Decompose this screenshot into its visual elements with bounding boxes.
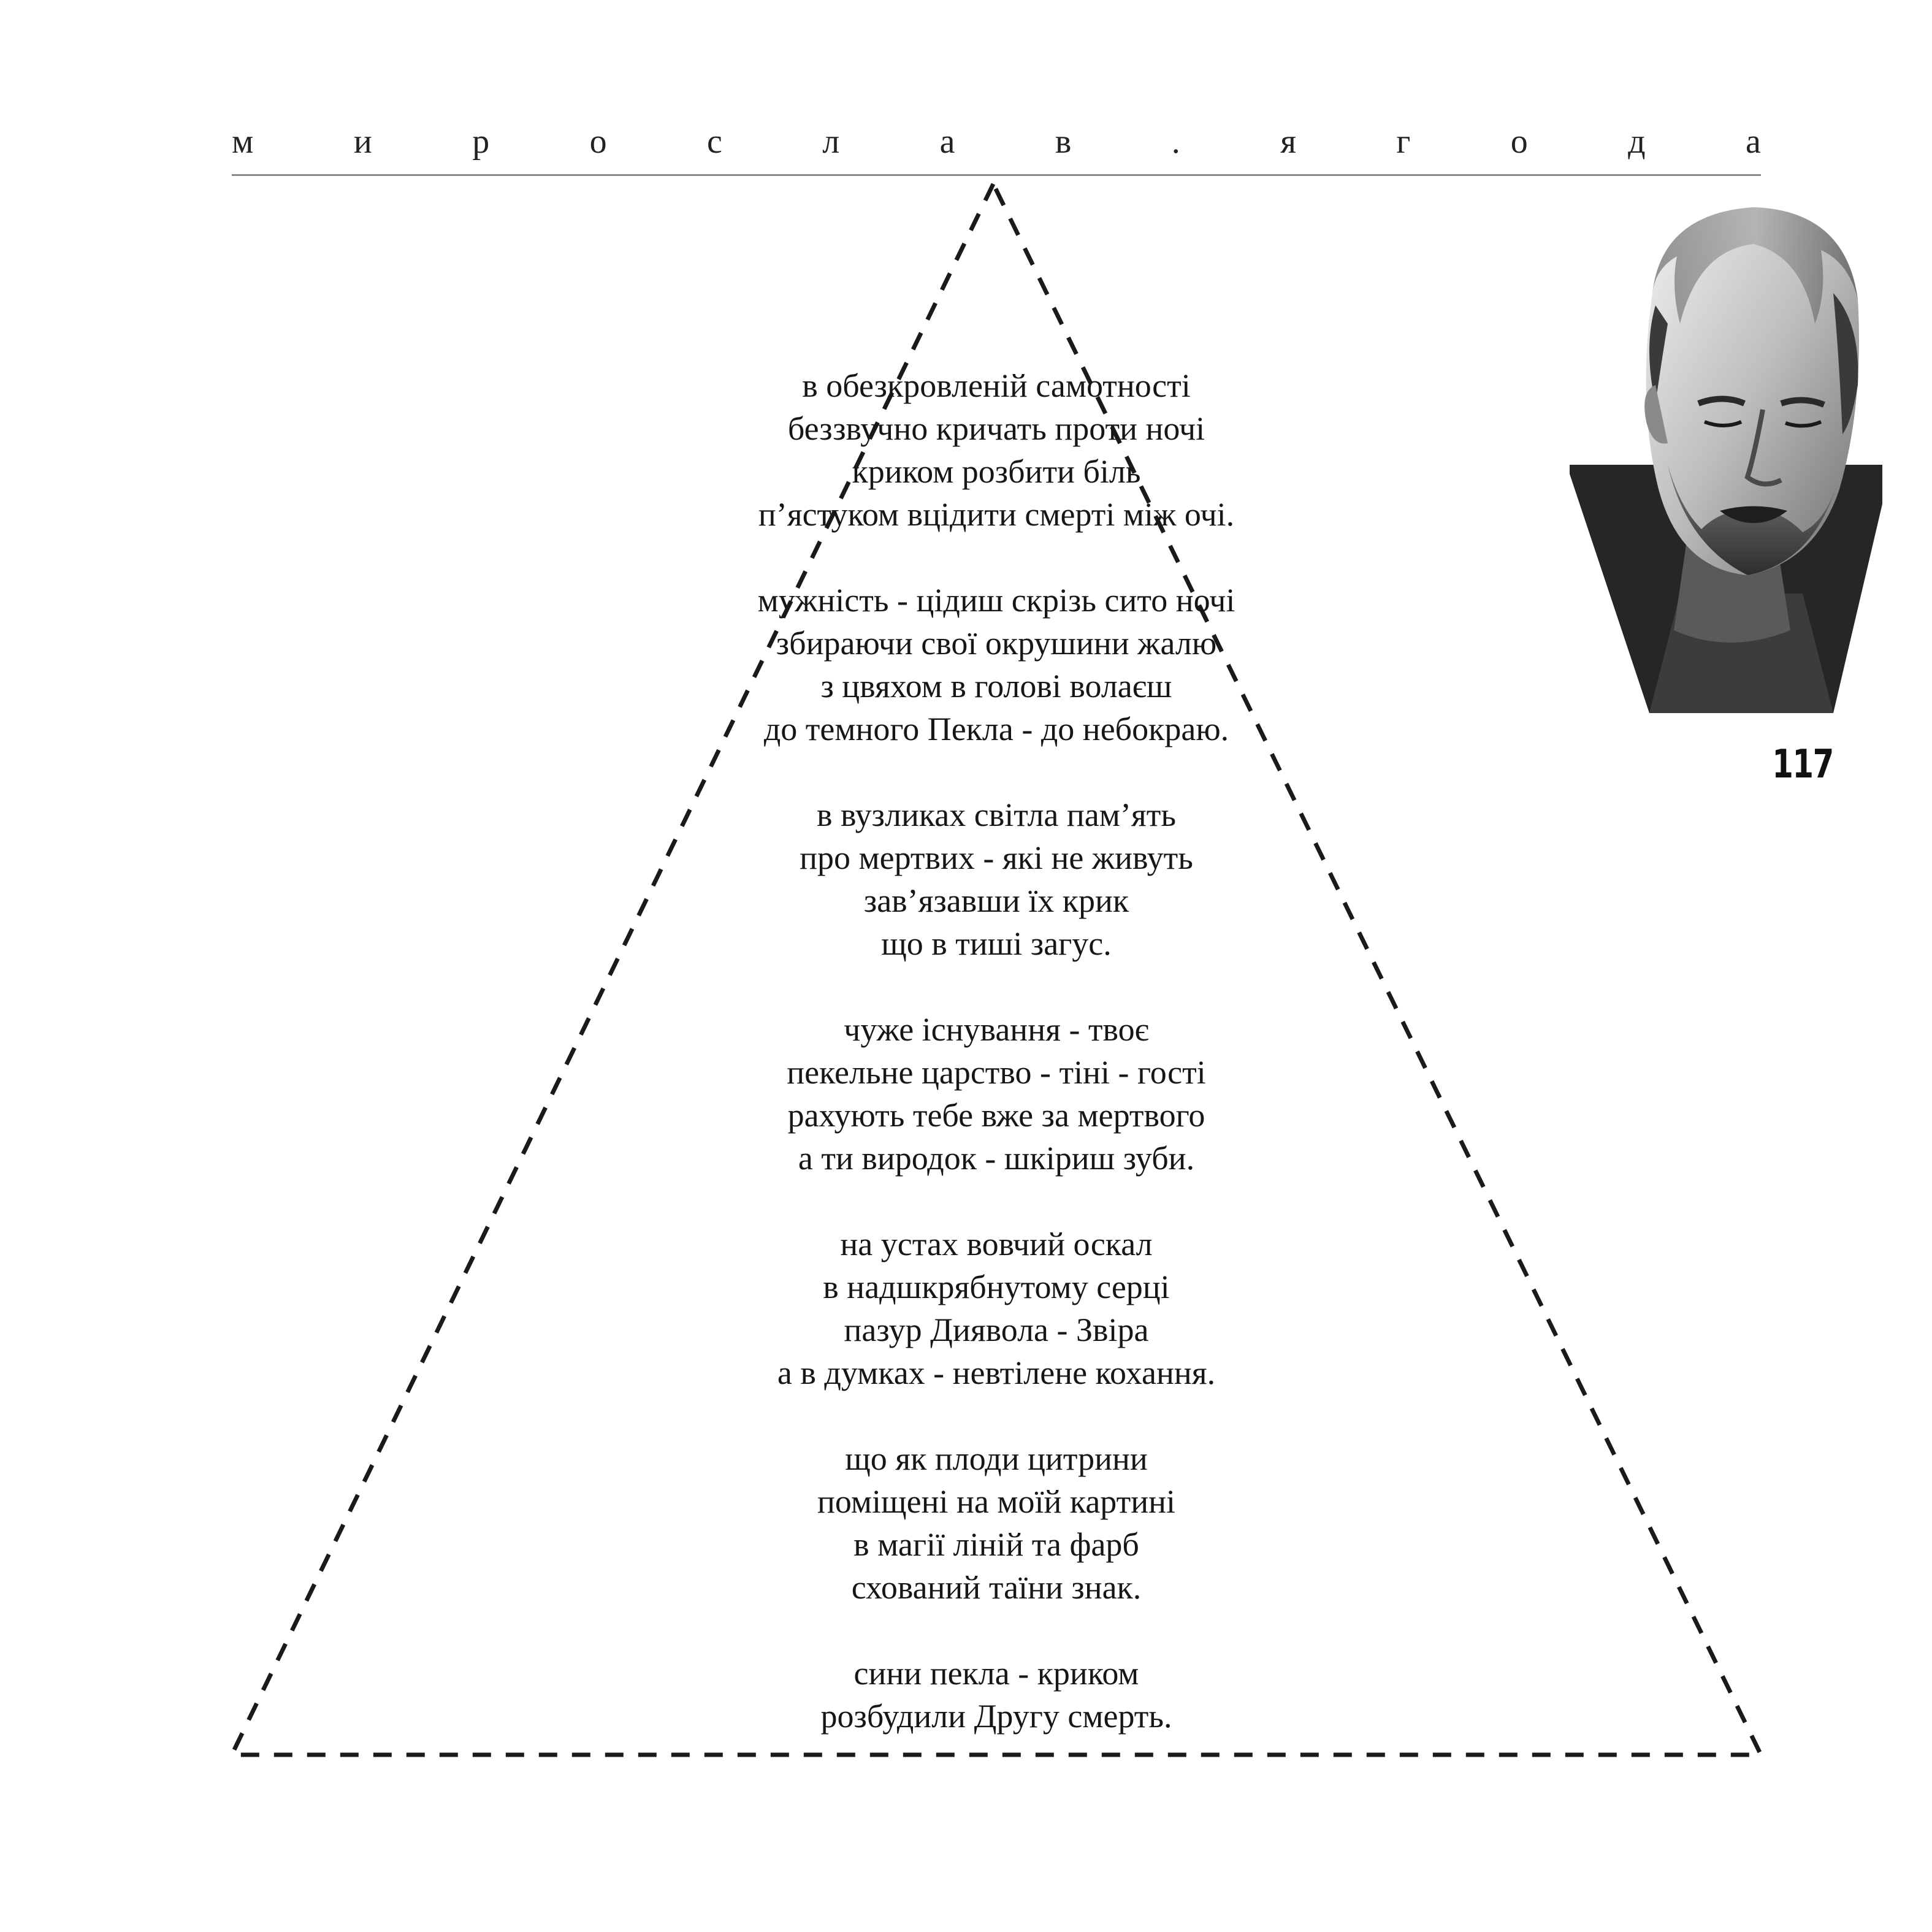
poem-line: мужність - цідиш скрізь сито ночі — [757, 582, 1235, 619]
poem-line: в вузликах світла пам’ять — [817, 796, 1176, 833]
poem-line: чуже існування - твоє — [844, 1011, 1149, 1048]
poem-line: пекельне царство - тіні - гості — [787, 1054, 1206, 1091]
poem-line: рахують тебе вже за мертвого — [787, 1097, 1205, 1134]
author-letter: и — [353, 123, 372, 161]
author-letter: в — [1055, 123, 1072, 161]
poem-line: що в тиші загус. — [881, 925, 1112, 962]
poem-line: про мертвих - які не живуть — [800, 839, 1193, 876]
author-letter: л — [822, 123, 840, 161]
author-letter: о — [1510, 123, 1528, 161]
poem-stanza — [613, 1008, 1380, 1180]
author-letter: а — [939, 123, 955, 161]
poem-line: з цвяхом в голові волаєш — [820, 668, 1172, 704]
author-portrait — [1570, 201, 1882, 713]
poem-stanza — [613, 793, 1380, 965]
author-letter: о — [589, 123, 607, 161]
poem-stanza — [613, 579, 1380, 750]
poem-line: на устах вовчий оскал — [840, 1226, 1153, 1262]
author-letter: р — [472, 123, 490, 161]
poem-line: що як плоди цитрини — [845, 1440, 1148, 1477]
poem-stanza — [613, 364, 1380, 536]
author-letter: д — [1628, 123, 1646, 161]
poem-line: в магії ліній та фарб — [853, 1526, 1139, 1563]
poem-stanza — [613, 1652, 1380, 1738]
author-letter: м — [232, 123, 254, 161]
poem-line: збираючи свої окрушини жалю — [776, 625, 1217, 662]
poem-line: розбудили Другу смерть. — [820, 1698, 1172, 1735]
poem-line: п’ястуком вцідити смерті між очі. — [758, 496, 1235, 533]
author-letter: . — [1171, 123, 1180, 161]
poem-line: сини пекла - криком — [853, 1655, 1139, 1692]
poem-line: пазур Диявола - Звіра — [844, 1312, 1149, 1348]
poem-line: схований таїни знак. — [851, 1569, 1142, 1606]
poem-stanza — [613, 1223, 1380, 1394]
poem-line: а в думках - невтілене кохання. — [777, 1354, 1216, 1391]
poem-line: в надшкрябнутому серці — [823, 1269, 1170, 1305]
author-letter: я — [1280, 123, 1296, 161]
page-number: 117 — [1772, 742, 1833, 787]
poem-line: криком розбити біль — [852, 453, 1141, 490]
poem-line: зав’язавши їх крик — [863, 882, 1129, 919]
author-name-header — [232, 120, 1761, 163]
header-divider — [232, 174, 1761, 176]
author-letter: с — [707, 123, 722, 161]
poem-text — [613, 364, 1380, 1738]
poem-stanza — [613, 1437, 1380, 1609]
poem-line: беззвучно кричать проти ночі — [787, 410, 1205, 447]
author-letter: а — [1746, 123, 1761, 161]
poem-line: поміщені на моїй картині — [817, 1483, 1175, 1520]
poem-line: в обезкровленій самотності — [802, 367, 1191, 404]
poem-line: до темного Пекла - до небокраю. — [763, 711, 1229, 747]
poem-line: а ти виродок - шкіриш зуби. — [798, 1140, 1195, 1177]
author-letter: г — [1396, 123, 1411, 161]
